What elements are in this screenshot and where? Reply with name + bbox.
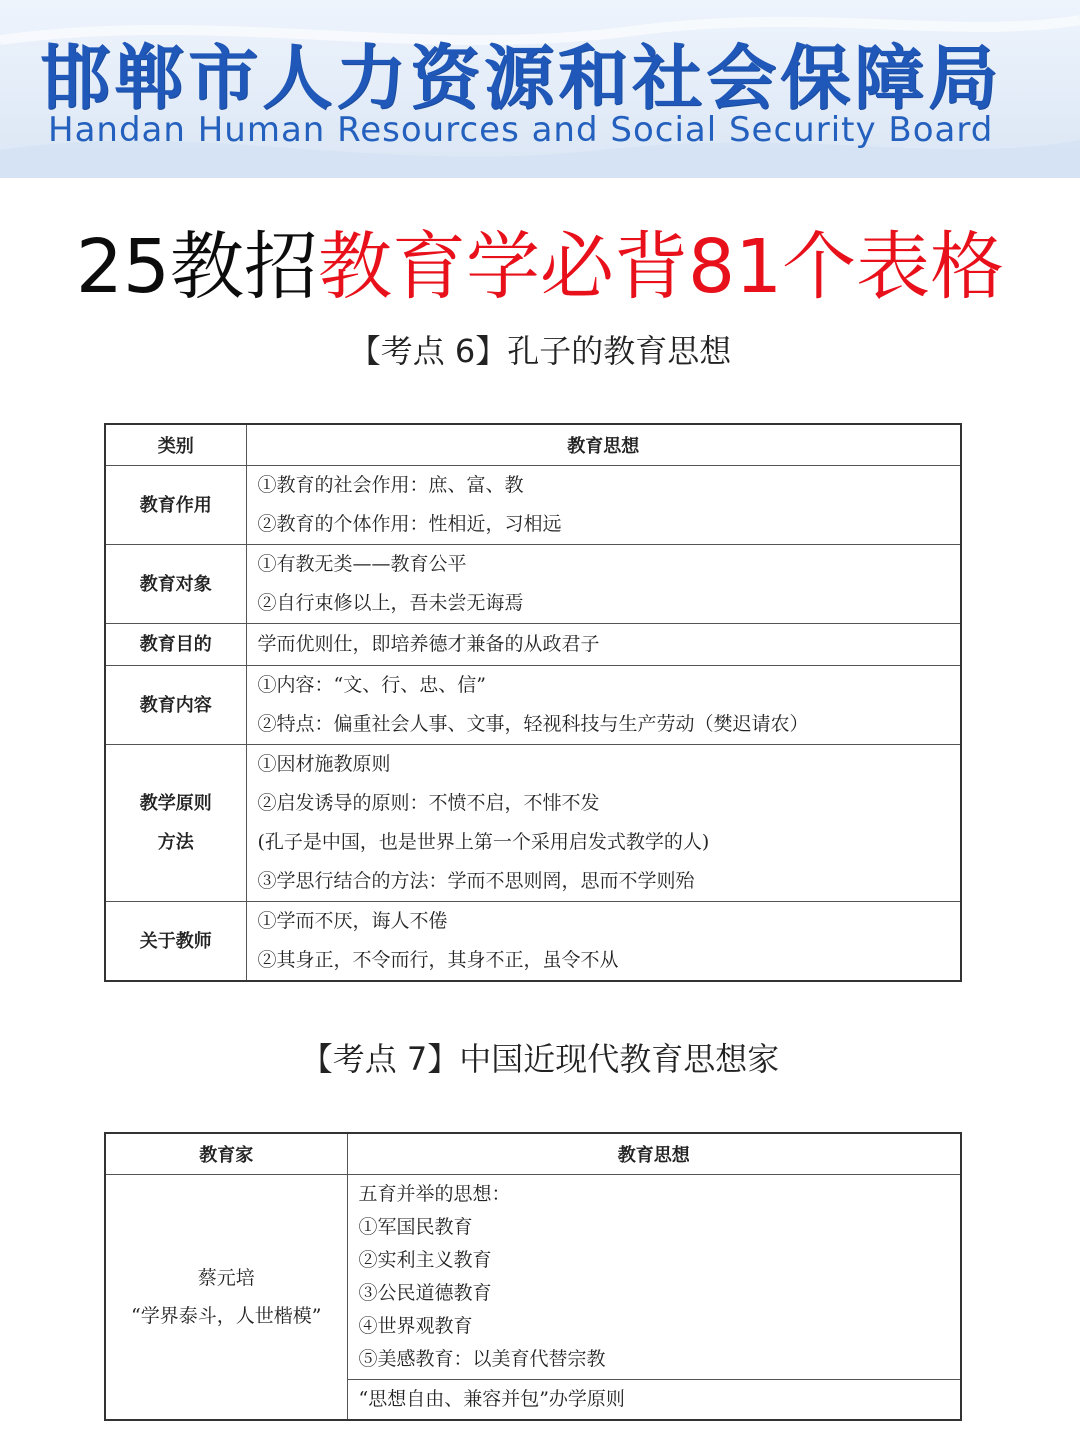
category-label: 教育内容: [139, 694, 212, 716]
category-label: 关于教师: [139, 930, 212, 952]
category-label: 教育目的: [139, 634, 212, 655]
header-thought: 教育思想: [347, 1133, 961, 1175]
row-content: [246, 666, 961, 745]
row-content: [246, 545, 961, 624]
educators-table: [104, 1132, 962, 1421]
row-content: [246, 624, 961, 666]
content-line: ⑤美感教育：以美育代替宗教: [358, 1348, 606, 1370]
content-line: ①军国民教育: [358, 1216, 473, 1238]
row-category: [105, 624, 246, 666]
row-category: [105, 466, 246, 545]
content-line: ②特点：偏重社会人事、文事，轻视科技与生产劳动（樊迟请农）: [257, 713, 809, 735]
row-category: [105, 902, 246, 982]
content-line: 五育并举的思想：: [358, 1183, 511, 1205]
content-line: ③学思行结合的方法：学而不思则罔，思而不学则殆: [257, 870, 695, 892]
category-label: 教育作用: [139, 494, 212, 516]
content-line: ①有教无类——教育公平: [257, 553, 467, 575]
row-category: [105, 666, 246, 745]
headline-prefix: 25教招: [75, 224, 318, 310]
confucius-table: [104, 423, 962, 982]
content-line: ①教育的社会作用：庶、富、教: [257, 474, 524, 496]
table-row: [105, 745, 961, 902]
content-line: ④世界观教育: [358, 1315, 473, 1337]
educator-ideas: [347, 1175, 961, 1380]
table-header-row: [105, 1133, 961, 1175]
banner-title-en: Handan Human Resources and Social Security Board: [48, 110, 994, 150]
table-row: [105, 624, 961, 666]
educator-principle-cell: [347, 1380, 961, 1421]
table-row: [105, 666, 961, 745]
content-line: ①因材施教原则: [257, 753, 391, 775]
table-header-row: [105, 424, 961, 466]
table-row: [105, 902, 961, 982]
section7-title: 【考点 7】中国近现代教育思想家: [300, 1040, 780, 1078]
category-label: 教学原则: [139, 793, 212, 814]
header-banner: [0, 0, 1080, 178]
header-thought: 教育思想: [246, 424, 961, 466]
content-line: ②其身正，不令而行，其身不正，虽令不从: [257, 949, 619, 971]
row-content: [246, 745, 961, 902]
content-line: ②启发诱导的原则：不愤不启，不悱不发: [257, 792, 600, 814]
content-line: ①学而不厌，诲人不倦: [257, 910, 448, 932]
educator-honorific: “学界泰斗，人世楷模”: [131, 1305, 322, 1327]
category-label: 方法: [157, 832, 194, 853]
content-line: (孔子是中国，也是世界上第一个采用启发式教学的人): [257, 831, 710, 853]
content-line: 学而优则仕，即培养德才兼备的从政君子: [257, 633, 600, 655]
content-line: ③公民道德教育: [358, 1282, 492, 1304]
content-line: ②实利主义教育: [358, 1249, 492, 1271]
row-category: [105, 545, 246, 624]
header-category: 类别: [105, 424, 246, 466]
content-line: ②自行束修以上，吾未尝无诲焉: [257, 592, 524, 614]
content-line: ②教育的个体作用：性相近，习相远: [257, 513, 562, 535]
header-educator: 教育家: [105, 1133, 347, 1175]
banner-title-cn: 邯郸市人力资源和社会保障局: [40, 36, 1002, 119]
page-headline: [0, 222, 1080, 312]
category-label: 教育对象: [139, 573, 212, 595]
row-content: [246, 466, 961, 545]
row-content: [246, 902, 961, 982]
educator-principle: “思想自由、兼容并包”办学原则: [358, 1388, 625, 1410]
table-row: [105, 466, 961, 545]
educator-name: 蔡元培: [197, 1267, 255, 1289]
table-row: [105, 545, 961, 624]
content-line: ①内容：“文、行、忠、信”: [257, 674, 486, 696]
headline-highlight: 教育学必背81个表格: [318, 224, 1005, 310]
row-category: [105, 745, 246, 902]
table-row: [105, 1175, 961, 1380]
educator-cell: [105, 1175, 347, 1421]
section6-title: 【考点 6】孔子的教育思想: [348, 332, 732, 370]
